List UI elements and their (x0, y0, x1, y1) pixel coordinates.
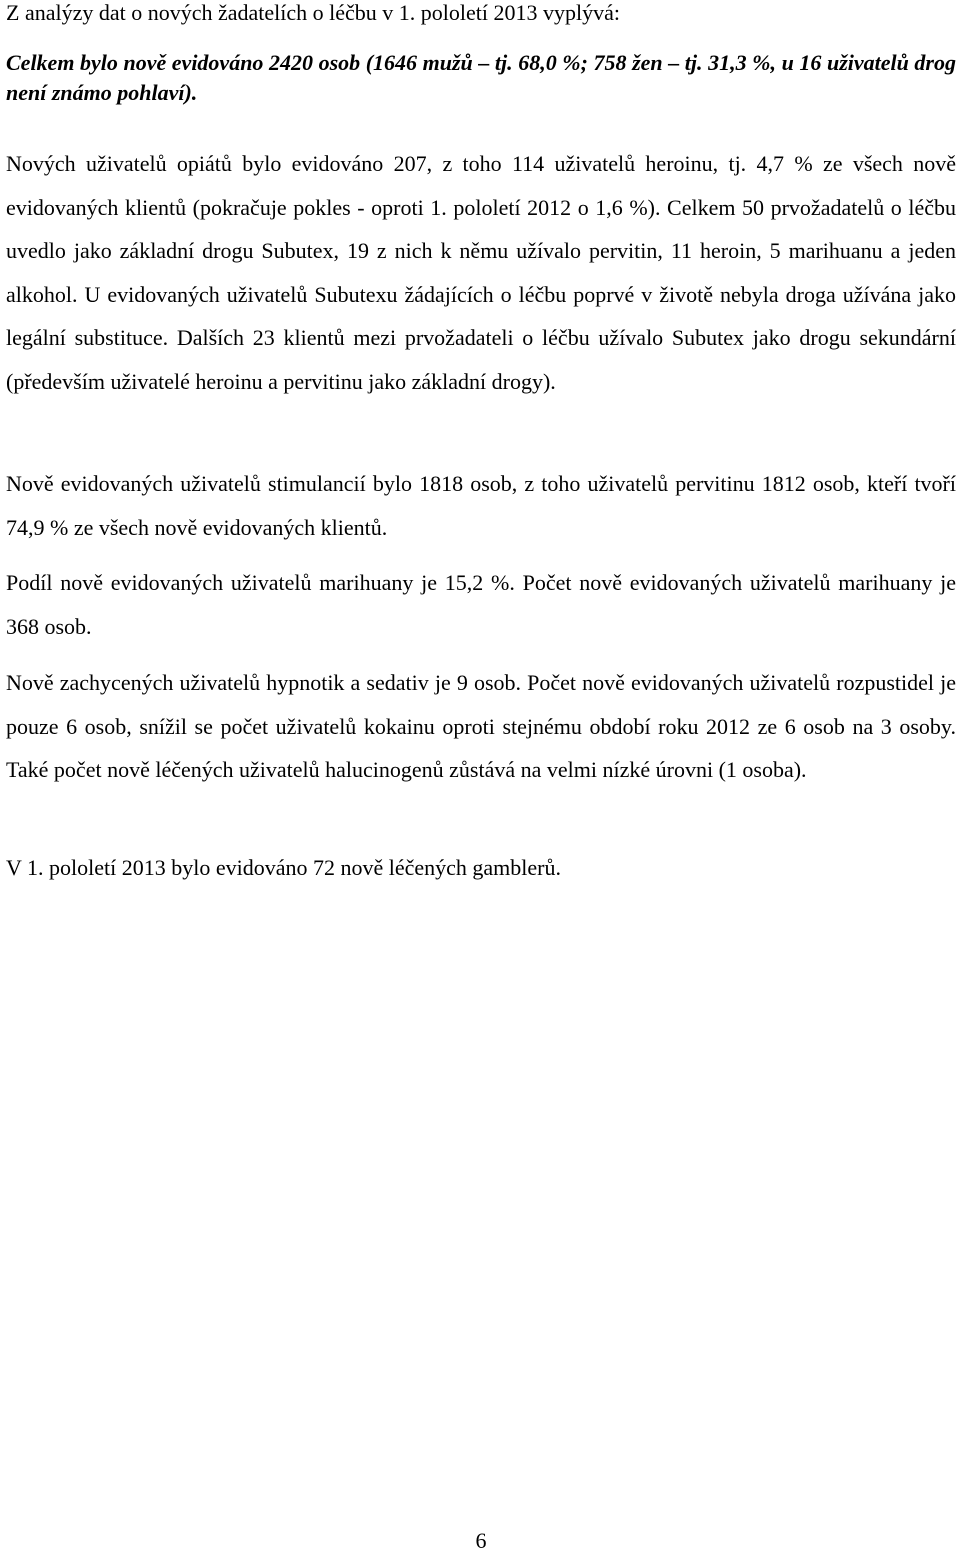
paragraph-other-drugs: Nově zachycených uživatelů hypnotik a sedativ je 9 osob. Počet nově evidovaných uživatelů rozpustidel je pouze 6 osob, snížil se počet uživatelů kokainu oproti stejnému období roku 2012 ze 6 osob na 3 osoby. Také počet nově léčených uživatelů halucinogenů zůstává na velmi nízké úrovni (1 osoba). (6, 670, 956, 783)
paragraph-cannabis: Podíl nově evidovaných uživatelů marihuany je 15,2 %. Počet nově evidovaných uživatelů marihuany je 368 osob. (6, 570, 956, 639)
document-page (6, 0, 956, 1553)
paragraph-opiates: Nových uživatelů opiátů bylo evidováno 207, z toho 114 uživatelů heroinu, tj. 4,7 % ze všech nově evidovaných klientů (pokračuje pokles - oproti 1. pololetí 2012 o 1,6 %). Celkem 50 prvožadatelů o léčbu uvedlo jako základní drogu Subutex, 19 z nich k němu užívalo pervitin, 11 heroin, 5 marihuanu a jeden alkohol. U evidovaných uživatelů Subutexu žádajících o léčbu poprvé v životě nebyla droga užívána jako legální substituce. Dalších 23 klientů mezi prvožadateli o léčbu užívalo Subutex jako drogu sekundární (především uživatelé heroinu a pervitinu jako základní drogy). (6, 151, 956, 394)
paragraph-stimulants: Nově evidovaných uživatelů stimulancií bylo 1818 osob, z toho uživatelů pervitinu 1812 osob, kteří tvoří 74,9 % ze všech nově evidovaných klientů. (6, 471, 956, 540)
page-number: 6 (475, 1528, 487, 1553)
intro-line: Z analýzy dat o nových žadatelích o léčbu v 1. pololetí 2013 vyplývá: (6, 0, 620, 25)
paragraph-gamblers: V 1. pololetí 2013 bylo evidováno 72 nově léčených gamblerů. (6, 855, 561, 880)
summary-statement: Celkem bylo nově evidováno 2420 osob (1646 mužů – tj. 68,0 %; 758 žen – tj. 31,3 %, u 16 uživatelů drog není známo pohlaví). (6, 50, 956, 105)
